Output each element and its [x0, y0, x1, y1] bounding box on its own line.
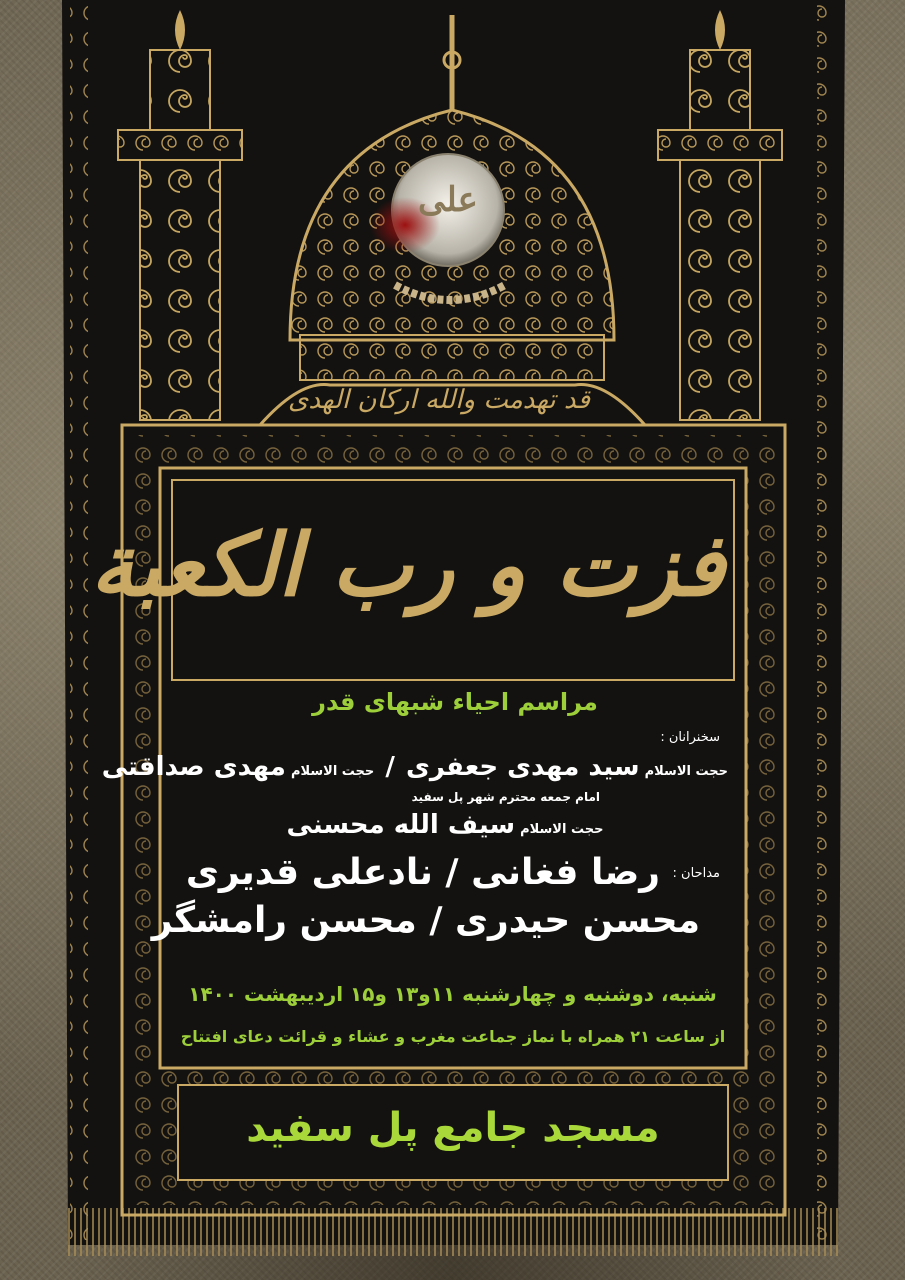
eulogists-line-1: رضا فغانی / نادعلی قدیری — [185, 852, 660, 893]
speakers-line-2 — [270, 810, 620, 840]
speaker1-role: امام جمعه محترم شهر پل سفید — [411, 790, 600, 804]
crown-calligraphy: فزت و رب الکعبة — [90, 515, 725, 616]
ceremony-title: مراسم احیاء شبهای قدر — [312, 688, 598, 716]
separator: / — [385, 752, 395, 782]
speaker3-name: سیف الله محسنی — [286, 810, 516, 840]
speaker2-name: مهدی صداقتی — [101, 752, 286, 782]
speaker1-name: سید مهدی جعفری — [406, 752, 640, 782]
speaker1-honorific: حجت الاسلام — [644, 764, 728, 779]
eulogists-label: مداحان : — [672, 866, 720, 881]
upper-calligraphy: قد تهدمت والله ارکان الهدی — [287, 385, 590, 415]
outer-border — [70, 0, 88, 1240]
speaker2-honorific: حجت الاسلام — [290, 764, 375, 779]
venue: مسجد جامع پل سفید — [246, 1105, 660, 1151]
dates: شنبه، دوشنبه و چهارشنبه ۱۱و۱۳ و۱۵ اردیبهشت ۱۴۰۰ — [188, 982, 717, 1006]
speakers-label: سخنرانان : — [660, 730, 720, 745]
speakers-line-1 — [101, 752, 728, 782]
time-program: از ساعت ۲۱ همراه با نماز جماعت مغرب و عشاء و قرائت دعای افتتاح — [180, 1027, 726, 1046]
emblem-text: علی — [418, 180, 478, 220]
eulogists-line-2: محسن حیدری / محسن رامشگر — [151, 900, 700, 941]
speaker3-honorific: حجت الاسلام — [520, 822, 604, 837]
